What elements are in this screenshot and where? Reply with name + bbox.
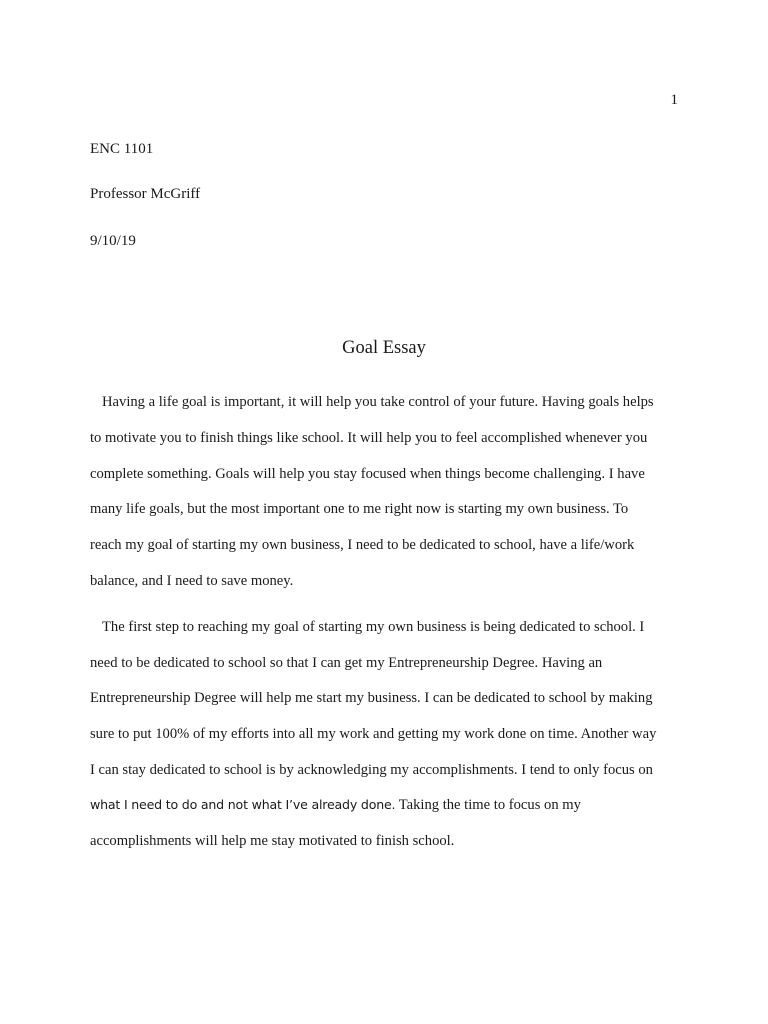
- paragraph-2-line-2: need to be dedicated to school so that I can get my Entrepreneurship Degree. Having an: [90, 655, 603, 671]
- line-continuation-text: Taking the time to focus on my: [395, 797, 581, 813]
- essay-title: Goal Essay: [342, 338, 426, 358]
- paragraph-1-line-3: complete something. Goals will help you stay focused when things become challenging. I have: [90, 466, 645, 482]
- page-number: 1: [670, 92, 678, 108]
- paragraph-1-line-6: balance, and I need to save money.: [90, 573, 294, 589]
- professor-name: Professor McGriff: [90, 186, 201, 202]
- paragraph-1-line-4: many life goals, but the most important one to me right now is starting my own business. To: [90, 501, 629, 517]
- paragraph-2-line-7: accomplishments will help me stay motivated to finish school.: [90, 833, 455, 849]
- course-name: ENC 1101: [90, 141, 154, 157]
- paragraph-2-line-6: [90, 795, 581, 815]
- paragraph-2-line-4: sure to put 100% of my efforts into all my work and getting my work done on time. Another way: [90, 726, 657, 742]
- mixed-font-text: what I need to do and not what I’ve already done.: [90, 797, 396, 812]
- essay-date: 9/10/19: [90, 233, 136, 249]
- paragraph-2-line-3: Entrepreneurship Degree will help me start my business. I can be dedicated to school by making: [90, 690, 653, 706]
- paragraph-1-line-1: Having a life goal is important, it will help you take control of your future. Having goals helps: [102, 394, 654, 410]
- paragraph-2-line-1: The first step to reaching my goal of starting my own business is being dedicated to school. I: [102, 619, 645, 635]
- paragraph-2-line-5: I can stay dedicated to school is by acknowledging my accomplishments. I tend to only focus on: [90, 762, 653, 778]
- paragraph-1-line-5: reach my goal of starting my own business, I need to be dedicated to school, have a life/work: [90, 537, 635, 553]
- paragraph-1-line-2: to motivate you to finish things like school. It will help you to feel accomplished whenever you: [90, 430, 648, 446]
